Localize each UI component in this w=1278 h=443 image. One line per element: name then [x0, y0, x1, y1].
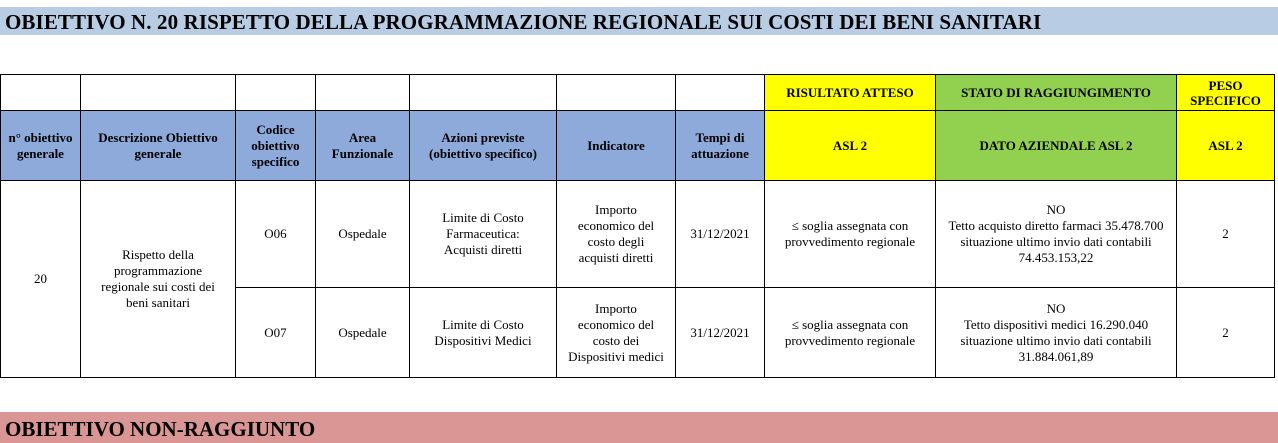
col-header-numero: n° obiettivo generale	[1, 111, 81, 181]
col-header-indicatore: Indicatore	[557, 111, 676, 181]
numero-obiettivo: 20	[1, 181, 81, 378]
peso-specifico: 2	[1177, 181, 1275, 288]
peso-specifico-header: PESO SPECIFICO	[1177, 75, 1275, 111]
codice-obiettivo: O06	[236, 181, 316, 288]
empty-cell	[81, 75, 236, 111]
stato-raggiungimento	[936, 181, 1177, 288]
risultato-atteso: ≤ soglia assegnata con provvedimento regionale	[765, 288, 936, 378]
peso-specifico: 2	[1177, 288, 1275, 378]
empty-cell	[410, 75, 557, 111]
outcome-banner	[0, 412, 1278, 443]
stato-esito: NO	[1046, 300, 1066, 316]
objectives-table	[0, 74, 1275, 378]
stato-raggiungimento	[936, 288, 1177, 378]
empty-cell	[676, 75, 765, 111]
col-header-asl-risultato: ASL 2	[765, 111, 936, 181]
azioni-previste: Limite di Costo Dispositivi Medici	[410, 288, 557, 378]
stato-dettaglio: Tetto acquisto diretto farmaci 35.478.700 situazione ultimo invio dati contabili 74.453.153,22	[948, 218, 1164, 265]
col-header-asl-peso: ASL 2	[1177, 111, 1275, 181]
col-header-descrizione: Descrizione Obiettivo generale	[81, 111, 236, 181]
stato-esito: NO	[1046, 202, 1066, 217]
descrizione-obiettivo: Rispetto della programmazione regionale sui costi dei beni sanitari	[81, 181, 236, 378]
risultato-atteso: ≤ soglia assegnata con provvedimento regionale	[765, 181, 936, 288]
risultato-atteso-header: RISULTATO ATTESO	[765, 75, 936, 111]
empty-cell	[316, 75, 410, 111]
azioni-previste: Limite di Costo Farmaceutica: Acquisti diretti	[410, 181, 557, 288]
col-header-area: Area Funzionale	[316, 111, 410, 181]
codice-obiettivo: O07	[236, 288, 316, 378]
empty-cell	[236, 75, 316, 111]
col-header-tempi: Tempi di attuazione	[676, 111, 765, 181]
col-header-azioni: Azioni previste (obiettivo specifico)	[410, 111, 557, 181]
area-funzionale: Ospedale	[316, 181, 410, 288]
group-header-row	[1, 75, 1275, 111]
empty-cell	[1, 75, 81, 111]
table-row	[1, 181, 1275, 288]
tempi-attuazione: 31/12/2021	[676, 288, 765, 378]
stato-dettaglio: Tetto dispositivi medici 16.290.040 situazione ultimo invio dati contabili 31.884.061,89	[960, 316, 1152, 364]
col-header-dato-aziendale: DATO AZIENDALE ASL 2	[936, 111, 1177, 181]
outcome-text: OBIETTIVO NON-RAGGIUNTO	[5, 417, 316, 441]
tempi-attuazione: 31/12/2021	[676, 181, 765, 288]
objective-title: OBIETTIVO N. 20 RISPETTO DELLA PROGRAMMAZIONE REGIONALE SUI COSTI DEI BENI SANITARI	[5, 10, 1042, 34]
objective-title-banner	[0, 7, 1278, 35]
stato-raggiungimento-header: STATO DI RAGGIUNGIMENTO	[936, 75, 1177, 111]
indicatore: Importo economico del costo dei Dispositivi medici	[557, 288, 676, 378]
indicatore: Importo economico del costo degli acquisti diretti	[557, 181, 676, 288]
area-funzionale: Ospedale	[316, 288, 410, 378]
column-header-row	[1, 111, 1275, 181]
col-header-codice: Codice obiettivo specifico	[236, 111, 316, 181]
empty-cell	[557, 75, 676, 111]
